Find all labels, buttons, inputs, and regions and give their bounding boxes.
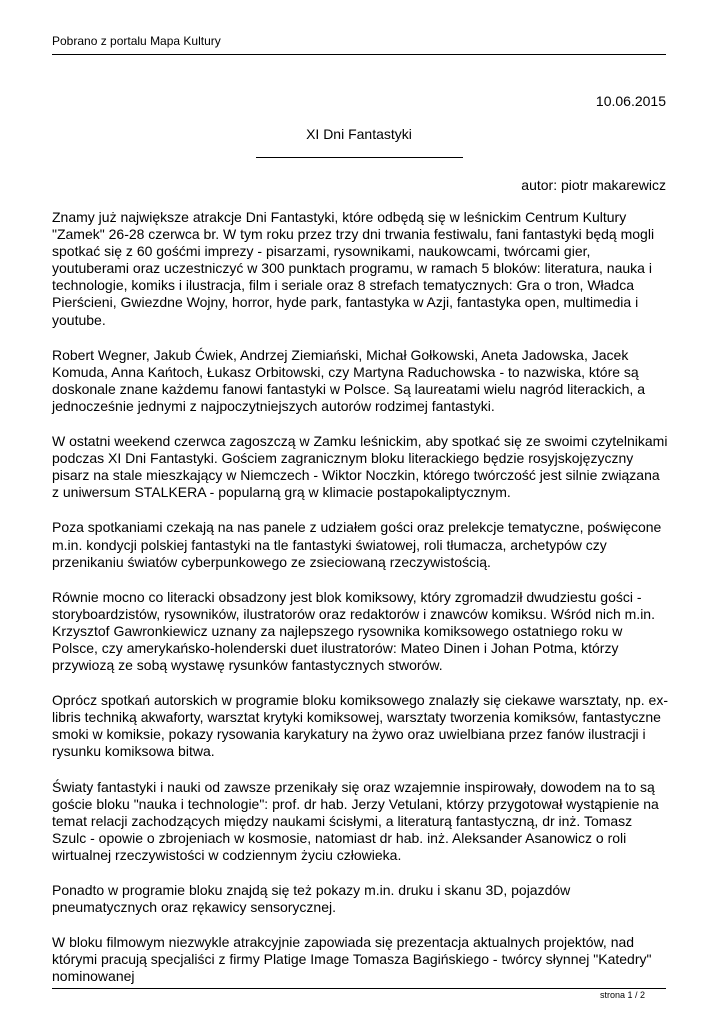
page-number: strona 1 / 2	[599, 990, 645, 1000]
article-body	[52, 209, 670, 1003]
article-title: XI Dni Fantastyki	[306, 126, 412, 142]
title-underline	[256, 157, 463, 158]
article-paragraph: Ponadto w programie bloku znajdą się też pokazy m.in. druku i skanu 3D, pojazdów pneumatycznych oraz rękawicy sensorycznej.	[52, 882, 571, 916]
article-paragraph: Poza spotkaniami czekają na nas panele z udziałem gości oraz prelekcje tematyczne, poświęcone m.in. kondycji polskiej fantastyki na tle fantastyki światowej, roli tłumacza, archetypów czy przenikaniu światów cyberpunkowego ze zsieciowaną rzeczywistością.	[52, 519, 662, 570]
footer-divider	[52, 988, 666, 989]
article-date: 10.06.2015	[595, 93, 666, 109]
article-paragraph: Światy fantastyki i nauki od zawsze przenikały się oraz wzajemnie inspirowały, dowodem na to są goście bloku "nauka i technologie": prof. dr hab. Jerzy Vetulani, którzy przygotował wystąpienie na temat relacji zachodzących między naukami ścisłymi, a literaturą fantastyczną, dr inż. Tomasz Szulc - opowie o zbrojeniach w kosmosie, natomiast dr hab. inż. Aleksander Asanowicz o roli wirtualnej rzeczywistości w codziennym życiu człowieka.	[52, 778, 659, 863]
article-paragraph: Równie mocno co literacki obsadzony jest blok komiksowy, który zgromadził dwudziestu gości - storyboardzistów, rysowników, ilustratorów oraz redaktorów i znawców komiksu. Wśród nich m.in. Krzysztof Gawronkiewicz uznany za najlepszego rysownika komiksowego ostatniego roku w Polsce, czy amerykańsko-holenderski duet ilustratorów: Mateo Dinen i Johan Potma, którzy przywiozą ze sobą wystawę rysunków fantastycznych stworów.	[52, 588, 655, 674]
article-paragraph: W ostatni weekend czerwca zagoszczą w Zamku leśnickim, aby spotkać się ze swoimi czytelnikami podczas XI Dni Fantastyki. Gościem zagranicznym bloku literackiego będzie rosyjskojęzyczny pisarz na stale mieszkający w Niemczech - Wiktor Noczkin, którego twórczość jest silnie związana z uniwersum STALKERA - popularną grą w klimacie postapokaliptycznym.	[52, 433, 668, 501]
article-paragraph: Znamy już największe atrakcje Dni Fantastyki, które odbędą się w leśnickim Centrum Kultury "Zamek" 26-28 czerwca br. W tym roku przez trzy dni trwania festiwalu, fani fantastyki będą mogli spotkać się z 60 gośćmi imprezy - pisarzami, rysownikami, naukowcami, twórcami gier, youtuberami oraz uczestniczyć w 300 punktach programu, w ramach 5 bloków: literatura, nauka i technologie, komiks i ilustracja, film i seriale oraz 8 strefach tematycznych: Gra o tron, Władca Pierścieni, Gwiezdne Wojny, horror, hyde park, fantastyka w Azji, fantastyka open, multimedia i youtube.	[52, 209, 655, 328]
header-divider	[52, 54, 666, 55]
article-paragraph: W bloku filmowym niezwykle atrakcyjnie zapowiada się prezentacja aktualnych projektów, nad którymi pracują specjaliści z firmy Platige Image Tomasza Bagińskiego - twórcy słynnej "Katedry" nominowanej	[52, 934, 652, 985]
article-author: autor: piotr makarewicz	[521, 177, 666, 193]
page-header-source: Pobrano z portalu Mapa Kultury	[52, 34, 221, 48]
article-paragraph: Robert Wegner, Jakub Ćwiek, Andrzej Ziemiański, Michał Gołkowski, Aneta Jadowska, Jacek Komuda, Anna Kańtoch, Łukasz Orbitowski, czy Martyna Raduchowska - to nazwiska, które są doskonale znane każdemu fanowi fantastyki w Polsce. Są laureatami wielu nagród literackich, a jednocześnie jednymi z najpoczytniejszych autorów rodzimej fantastyki.	[52, 346, 645, 414]
article-paragraph: Oprócz spotkań autorskich w programie bloku komiksowego znalazły się ciekawe warsztaty, np. ex-libris techniką akwaforty, warsztat krytyki komiksowej, warsztaty tworzenia komiksów, fantastyczne smoki w komiksie, pokazy rysowania karykatury na żywo oraz uwielbiana przez fanów ilustracji i rysunku komiksowa bitwa.	[52, 692, 668, 760]
